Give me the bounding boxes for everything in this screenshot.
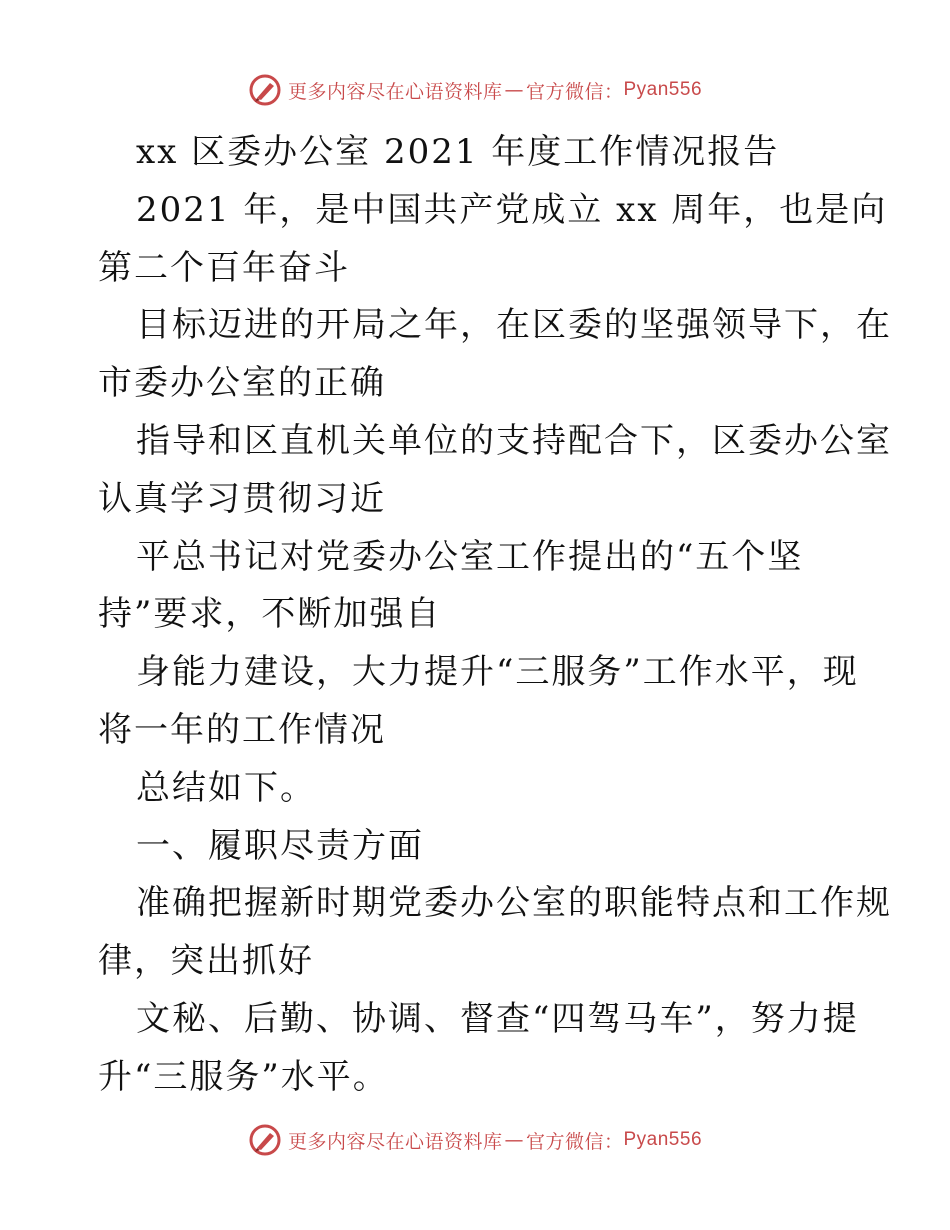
watermark-wechat-id: Pyan556 <box>623 1129 703 1150</box>
text-line: 认真学习贯彻习近 <box>98 478 386 519</box>
text-line: 升“三服务”水平。 <box>98 1056 389 1097</box>
watermark-brand: 更多内容尽在心语资料库 <box>287 1130 503 1153</box>
watermark-separator: — <box>504 1129 524 1151</box>
text-line: 市委办公室的正确 <box>98 363 386 404</box>
pen-circle-logo-icon <box>248 1123 282 1157</box>
document-title: xx 区委办公室 2021 年度工作情况报告 <box>136 132 780 172</box>
text-line: 第二个百年奋斗 <box>98 247 350 288</box>
text-line: 身能力建设，大力提升“三服务”工作水平，现 <box>136 652 859 693</box>
watermark-separator: — <box>504 79 524 101</box>
text-line: 准确把握新时期党委办公室的职能特点和工作规 <box>136 883 892 924</box>
text-line: 平总书记对党委办公室工作提出的“五个坚 <box>136 536 804 577</box>
pen-circle-logo-icon <box>248 73 282 107</box>
watermark-header <box>0 68 950 112</box>
text-line: 总结如下。 <box>136 767 316 808</box>
text-line: 持”要求，不断加强自 <box>98 594 442 635</box>
document-body <box>98 124 892 1107</box>
text-line: 律，突出抓好 <box>98 941 314 982</box>
watermark-label: 官方微信： <box>525 80 624 103</box>
section-heading: 一、履职尽责方面 <box>136 825 424 866</box>
text-line: 将一年的工作情况 <box>98 709 386 750</box>
watermark-brand: 更多内容尽在心语资料库 <box>287 80 503 103</box>
text-line: 2021 年，是中国共产党成立 xx 周年，也是向 <box>136 189 888 230</box>
text-line: 指导和区直机关单位的支持配合下，区委办公室 <box>136 420 892 461</box>
text-line: 文秘、后勤、协调、督查“四驾马车”，努力提 <box>136 998 859 1039</box>
watermark-label: 官方微信： <box>525 1130 624 1153</box>
watermark-footer <box>0 1118 950 1162</box>
text-line: 目标迈进的开局之年，在区委的坚强领导下，在 <box>136 305 892 346</box>
watermark-wechat-id: Pyan556 <box>623 79 703 100</box>
